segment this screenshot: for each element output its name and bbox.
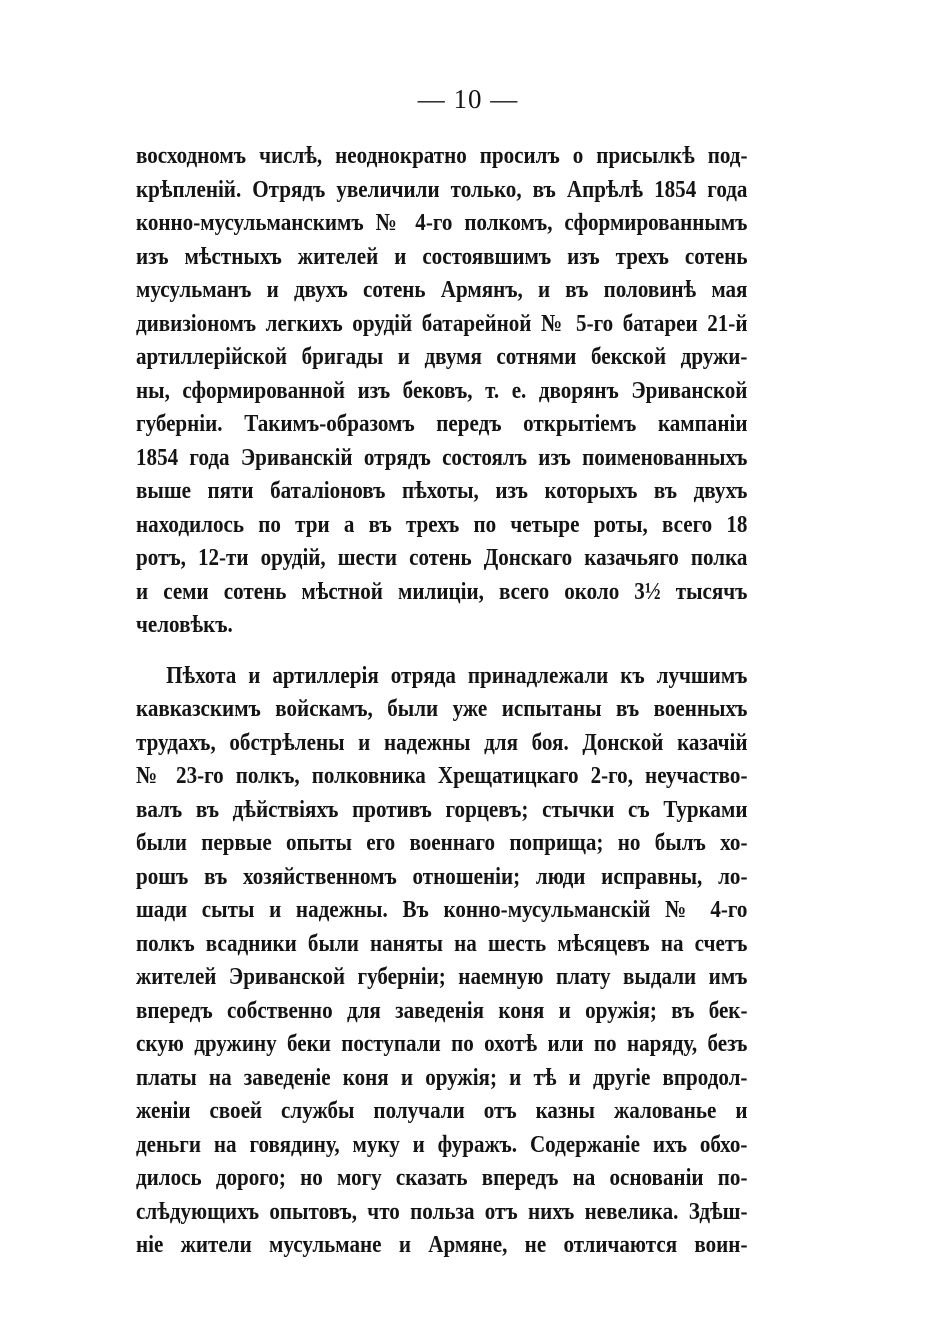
text-line: артиллерійской бригады и двумя сотнями бекской дружи- bbox=[136, 343, 748, 370]
text-line: полкъ всадники были наняты на шесть мѣсяцевъ на счетъ bbox=[136, 929, 748, 957]
paragraph-spacer bbox=[136, 642, 748, 659]
text-line: скую дружину беки поступали по охотѣ или по наряду, безъ bbox=[136, 1030, 748, 1057]
text-line: рошъ въ хозяйственномъ отношеніи; люди исправны, ло- bbox=[136, 862, 748, 890]
text-line: были первые опыты его военнаго поприща; но былъ хо- bbox=[136, 829, 748, 856]
text-line: женіи своей службы получали отъ казны жалованье и bbox=[136, 1097, 748, 1124]
text-line: дивизіономъ легкихъ орудій батарейной № 5-го батареи 21-й bbox=[136, 309, 748, 337]
text-line: платы на заведеніе коня и оружія; и тѣ и другіе впродол- bbox=[136, 1063, 748, 1091]
text-line: мусульманъ и двухъ сотень Армянъ, и въ половинѣ мая bbox=[136, 276, 748, 303]
text-line: крѣпленій. Отрядъ увеличили только, въ Апрѣлѣ 1854 года bbox=[136, 175, 748, 203]
text-line: конно-мусульманскимъ № 4-го полкомъ, сформированнымъ bbox=[136, 209, 748, 236]
text-line: № 23-го полкъ, полковника Хрещатицкаго 2-го, неучаство- bbox=[136, 762, 748, 789]
text-line: деньги на говядину, муку и фуражъ. Содержаніе ихъ обхо- bbox=[136, 1130, 748, 1158]
text-line: восходномъ числѣ, неоднократно просилъ о присылкѣ под- bbox=[136, 142, 748, 169]
text-line: шади сыты и надежны. Въ конно-мусульманскій № 4-го bbox=[136, 896, 748, 923]
page-number: — 10 — bbox=[417, 84, 519, 114]
text-line: человѣкъ. bbox=[136, 611, 233, 638]
text-line: ротъ, 12-ти орудій, шести сотень Донскаго казачьяго полка bbox=[136, 544, 748, 571]
text-line: жителей Эриванской губерніи; наемную плату выдали имъ bbox=[136, 963, 748, 990]
text-line: слѣдующихъ опытовъ, что польза отъ нихъ невелика. Здѣш- bbox=[136, 1197, 748, 1225]
text-line: и семи сотень мѣстной милиціи, всего около 3½ тысячъ bbox=[136, 577, 748, 605]
text-line: ніе жители мусульмане и Армяне, не отличаются воин- bbox=[136, 1231, 748, 1258]
text-line: находилось по три а въ трехъ по четыре роты, всего 18 bbox=[136, 510, 748, 538]
text-line: кавказскимъ войскамъ, были уже испытаны въ военныхъ bbox=[136, 695, 748, 722]
text-line: валъ въ дѣйствіяхъ противъ горцевъ; стычки съ Турками bbox=[136, 795, 748, 823]
text-line: выше пяти баталіоновъ пѣхоты, изъ которыхъ въ двухъ bbox=[136, 477, 748, 504]
text-line: впередъ собственно для заведенія коня и оружія; въ бек- bbox=[136, 996, 748, 1024]
text-line: ны, сформированной изъ бековъ, т. е. дворянъ Эриванской bbox=[136, 376, 748, 404]
text-line: изъ мѣстныхъ жителей и состоявшимъ изъ трехъ сотень bbox=[136, 242, 748, 270]
page-body-text bbox=[136, 139, 748, 1262]
text-line: трудахъ, обстрѣлены и надежны для боя. Донской казачій bbox=[136, 728, 748, 756]
text-line: Пѣхота и артиллерія отряда принадлежали къ лучшимъ bbox=[166, 661, 748, 689]
text-line: губерніи. Такимъ-образомъ передъ открытіемъ кампаніи bbox=[136, 410, 748, 437]
text-line: дилось дорого; но могу сказать впередъ на основаніи по- bbox=[136, 1164, 748, 1191]
paragraph-2 bbox=[136, 659, 748, 1262]
paragraph-1 bbox=[136, 139, 748, 642]
text-line: 1854 года Эриванскій отрядъ состоялъ изъ поименованныхъ bbox=[136, 443, 748, 471]
